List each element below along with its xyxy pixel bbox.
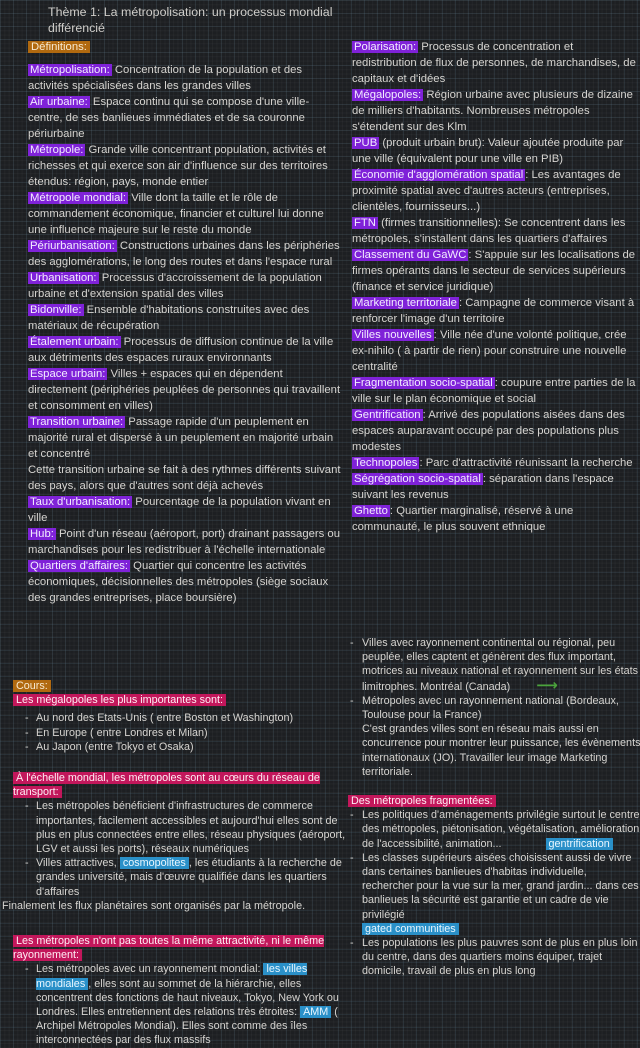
- definition-item: [352, 87, 639, 135]
- definition-text: Cette transition urbaine se fait à des rythmes différents suivant des pays, alors que d'autres sont déjà achevés: [28, 464, 341, 492]
- section-heading: [13, 934, 346, 962]
- definitions-right-column: [352, 39, 639, 535]
- bullet-item: [13, 799, 346, 856]
- text-run: Finalement les flux planétaires sont organisés par la métropole.: [2, 899, 306, 912]
- bullet-dash: -: [25, 857, 29, 870]
- bullet-item: [13, 740, 346, 754]
- text-run: Les classes supérieurs aisées choisissent aussi de vivre dans certaines banlieues d'habitas individuelle, rechercher pour la vue sur la mer, grand jardin... dans ces banlieues la sécurité est garantie et un cadre de vie privilégié: [362, 851, 639, 921]
- bullet-text: [36, 962, 346, 1047]
- definition-text: Pourcentage de la population vivant en ville: [28, 496, 331, 524]
- definition-item: [28, 62, 341, 94]
- definition-text: : S'appuie sur les localisations de firmes opérants dans le secteur de services supérieurs (finance et service juridique): [352, 249, 636, 293]
- highlight-cyan: gentrification: [546, 838, 613, 850]
- section-heading: [348, 794, 640, 808]
- definitions-header-highlight: Définitions:: [28, 41, 90, 53]
- definition-term-highlight: Périurbanisation:: [30, 240, 115, 252]
- definition-term-highlight: Taux d'urbanisation:: [30, 496, 131, 508]
- bullet-item: [348, 851, 640, 936]
- definition-item: [352, 215, 639, 247]
- definition-item: [352, 295, 639, 327]
- orange-heading-highlight: Cours:: [13, 680, 51, 692]
- definition-item: [28, 462, 341, 494]
- definition-term-highlight: Transition urbaine:: [30, 416, 124, 428]
- definition-term-highlight: Gentrification: [354, 409, 421, 421]
- definition-term-highlight: Bidonville:: [30, 304, 82, 316]
- definition-item: [352, 39, 639, 87]
- definition-item: [28, 142, 341, 190]
- definition-term-highlight: Villes nouvelles: [354, 329, 432, 341]
- bullet-item: [348, 808, 640, 851]
- course-left-column: [2, 679, 346, 1048]
- definition-term-highlight: Urbanisation:: [30, 272, 97, 284]
- definition-text: : Campagne de commerce visant à renforcer l'image d'un territoire: [352, 297, 635, 325]
- definition-term-highlight: Classement du GaWC: [354, 249, 467, 261]
- section-heading: [13, 679, 346, 693]
- bullet-dash: -: [350, 694, 354, 707]
- bullet-text: [36, 711, 346, 725]
- definition-text: Processus d'accroissement de la population urbaine et d'extension spatial des villes: [28, 272, 322, 300]
- bullet-dash: -: [25, 712, 29, 725]
- definition-text: : Ville née d'une volonté politique, crée ex-nihilo ( à partir de rien) pour construire une nouvelle centralité: [352, 329, 627, 373]
- definitions-left-column: [28, 62, 341, 606]
- definition-text: Constructions urbaines dans les périphéries des agglomérations, le long des routes et dans l'espace rural: [28, 240, 340, 268]
- definition-term-highlight: Espace urbain:: [30, 368, 106, 380]
- definition-term-highlight: Métropolisation:: [30, 64, 110, 76]
- text-run: Villes avec rayonnement continental ou régional, peu peuplée, elles captent et génèrent des flux important, motrices au niveaux national et rayonnement sur les états limitrophes. Montréal (Canada): [362, 637, 639, 693]
- text-run: En Europe ( entre Londres et Milan): [36, 726, 208, 739]
- definition-text: Processus de concentration et redistribution de flux de personnes, de marchandises, de capitaux et d'idées: [352, 41, 636, 85]
- definition-text: Point d'un réseau (aéroport, port) drainant passagers ou marchandises pour les redistribuer à l'échelle internationale: [28, 528, 340, 556]
- definition-term-highlight: Métropole mondial:: [30, 192, 127, 204]
- definition-term-highlight: Quartiers d'affaires:: [30, 560, 129, 572]
- pink-heading-highlight: Les métropoles n'ont pas toutes la même attractivité, ni le même rayonnement:: [13, 935, 325, 962]
- definition-item: [28, 414, 341, 462]
- definition-text: (firmes transitionnelles): Se concentrent dans les métropoles, s'installent dans les quartiers d'affaires: [352, 217, 626, 245]
- definition-term-highlight: Ségrégation socio-spatial: [354, 473, 481, 485]
- definition-text: Espace continu qui se compose d'une ville-centre, de ses banlieues immédiates et de sa couronne périurbaine: [28, 96, 310, 140]
- definition-text: Ensemble d'habitations construites avec des matériaux de récupération: [28, 304, 310, 332]
- bullet-dash: -: [25, 726, 29, 739]
- definition-item: [28, 302, 341, 334]
- bullet-text: [362, 694, 640, 779]
- definition-text: Concentration de la population et des activités spécialisées dans les grandes villes: [28, 64, 303, 92]
- bullet-text: [36, 740, 346, 754]
- definition-text: Ville dont la taille et le rôle de commandement économique, financier et culturel lui donne une influence majeure sur le reste du monde: [28, 192, 324, 236]
- definition-text: : Les avantages de proximité spatial avec d'autres acteurs (entreprises, clientèles, fournisseurs...): [352, 169, 621, 213]
- definition-item: [28, 190, 341, 238]
- definition-text: : séparation dans l'espace suivant les revenus: [352, 473, 614, 501]
- text-run: Métropoles avec un rayonnement national (Bordeaux, Toulouse pour la France): [362, 694, 619, 722]
- text-run: , elles sont au sommet de la hiérarchie, elles concentrent des fonctions de haut niveaux, Tokyo, New York ou Londres. Elles entretiennent des relations très étroites:: [36, 977, 339, 1019]
- definition-text: Quartier qui concentre les activités économiques, décisionnelles des métropoles (siège sociaux des grandes entreprises, place boursière): [28, 560, 329, 604]
- spacer: [13, 754, 346, 771]
- definition-item: [352, 167, 639, 215]
- definition-text: : Arrivé des populations aisées dans des espaces auparavant occupé par des populations plus modestes: [352, 409, 625, 453]
- definition-text: : Quartier marginalisé, réservé à une communauté, le plus souvent ethnique: [352, 505, 574, 533]
- definition-text: Processus de diffusion continue de la ville aux détriments des espaces ruraux environnants: [28, 336, 334, 364]
- text-run: Les métropoles avec un rayonnement mondial:: [36, 963, 264, 976]
- text-run: Les populations les plus pauvres sont de plus en plus loin du centre, dans des quartiers moins équiper, trajet domicile, travail de plus en plus long: [362, 937, 638, 978]
- definition-text: Villes + espaces qui en dépendent directement (périphéries peuplées de personnes qui travaillent et consomment en villes): [28, 368, 341, 412]
- definition-item: [352, 247, 639, 295]
- definition-text: Grande ville concentrant population, activités et richesses et qui exerce son air d'influence sur des territoires étendus: région, pays, monde entier: [28, 144, 328, 188]
- bullet-dash: -: [350, 809, 354, 822]
- definition-text: : coupure entre parties de la ville sur le plan économique et social: [352, 377, 636, 405]
- definition-item: [352, 327, 639, 375]
- bullet-item: [13, 962, 346, 1047]
- section-heading: [13, 771, 346, 799]
- definition-item: [352, 503, 639, 535]
- text-run: C'est grandes villes sont en réseau mais aussi en concurrence pour montrer leur puissance, les évènements internationaux (JO). Travailler leur image Marketing territoriale.: [362, 723, 640, 778]
- text-run: Au Japon (entre Tokyo et Osaka): [36, 740, 194, 753]
- definition-term-highlight: FTN: [354, 217, 376, 229]
- bullet-item: [13, 711, 346, 725]
- bullet-text: [36, 799, 346, 856]
- highlight-cyan: cosmopolites: [120, 857, 189, 869]
- definition-term-highlight: Marketing territoriale: [354, 297, 457, 309]
- definition-text: Région urbaine avec plusieurs de dizaine de milliers d'habitants. Nombreuses métropoles s'étendent sur des Klm: [352, 89, 633, 133]
- definition-term-highlight: Étalement urbain:: [30, 336, 119, 348]
- text-run: Les politiques d'aménagements privilégie surtout le centre des métropoles, piétonisation, végétalisation, amélioration de l'accessibilité, animation...: [362, 809, 640, 850]
- text-run: Les métropoles bénéficient d'infrastructures de commerce importantes, facilement accessibles et aujourd'hui elles sont de plus en plus connectées entre elles, réseau physiques (aéroport, LGV et aussi les ports), réseaux numériques: [36, 800, 346, 856]
- definition-item: [28, 94, 341, 142]
- definition-term-highlight: Hub:: [30, 528, 54, 540]
- bullet-dash: -: [25, 800, 29, 813]
- definition-item: [352, 135, 639, 167]
- definition-item: [28, 270, 341, 302]
- bullet-item: [348, 636, 640, 694]
- text-run: ( Archipel Métropoles Mondial). Elles sont comme des îles interconnectées par des flux massifs: [36, 1006, 338, 1047]
- course-right-column: [348, 636, 640, 979]
- definition-term-highlight: Économie d'agglomération spatial: [354, 169, 524, 181]
- bullet-dash: -: [25, 740, 29, 753]
- definition-item: [352, 407, 639, 455]
- section-heading: [13, 693, 346, 707]
- bullet-dash: -: [25, 963, 29, 976]
- definition-term-highlight: PUB: [354, 137, 378, 149]
- definition-item: [28, 526, 341, 558]
- text-run: Villes attractives,: [36, 857, 120, 870]
- page-title: Thème 1: La métropolisation: un processus mondial différencié: [48, 5, 333, 36]
- definition-term-highlight: Polarisation:: [354, 41, 417, 53]
- definition-item: [352, 375, 639, 407]
- bullet-text: [36, 726, 346, 740]
- definition-term-highlight: Technopoles: [354, 457, 418, 469]
- highlight-cyan: les villes mondiales: [36, 963, 308, 990]
- pink-heading-highlight: Des métropoles fragmentées:: [348, 795, 496, 807]
- definition-item: [28, 366, 341, 414]
- pink-heading-highlight: Les mégalopoles les plus importantes sont:: [13, 694, 226, 706]
- bullet-dash: -: [350, 637, 354, 649]
- bullet-item: [348, 694, 640, 779]
- bullet-dash: -: [350, 937, 354, 950]
- definition-term-highlight: Fragmentation socio-spatial: [354, 377, 493, 389]
- bullet-item: [13, 726, 346, 740]
- definition-item: [28, 334, 341, 366]
- pink-heading-highlight: À l'échelle mondial, les métropoles sont au cœurs du réseau de transport:: [13, 772, 320, 799]
- spacer: [348, 779, 640, 794]
- highlight-cyan: gated communities: [362, 923, 459, 935]
- definition-item: [28, 238, 341, 270]
- definition-term-highlight: Air urbaine:: [30, 96, 88, 108]
- definition-term-highlight: Ghetto: [354, 505, 388, 517]
- definition-term-highlight: Mégalopoles:: [354, 89, 422, 101]
- definitions-header: [28, 39, 90, 55]
- bullet-text: [362, 851, 640, 936]
- bullet-text: [362, 636, 640, 694]
- definition-item: [28, 558, 341, 606]
- definition-item: [352, 471, 639, 503]
- definition-text: : Parc d'attractivité réunissant la recherche: [419, 457, 633, 469]
- bullet-text: [36, 856, 346, 899]
- spacer: [13, 913, 346, 934]
- definition-term-highlight: Métropole:: [30, 144, 84, 156]
- text-run: Au nord des Etats-Unis ( entre Boston et Washington): [36, 712, 294, 725]
- bullet-item: [13, 856, 346, 899]
- highlight-cyan: AMM: [300, 1006, 331, 1018]
- definition-item: [352, 455, 639, 471]
- bullet-text: [362, 936, 640, 979]
- definition-item: [28, 494, 341, 526]
- bullet-item: [348, 936, 640, 979]
- bullet-text: [362, 808, 640, 851]
- bullet-dash: -: [350, 851, 354, 864]
- green-arrow-icon: ⟶: [536, 676, 557, 694]
- text-outdent: [2, 899, 346, 913]
- definition-text: Passage rapide d'un peuplement en majorité rural et dispersé à un peuplement en majorité urbain et concentré: [28, 416, 334, 460]
- text-run: , les étudiants à la recherche de grandes université, mais d'œuvre qualifiée dans les quartiers d'affaires: [36, 857, 342, 898]
- definition-text: (produit urbain brut): Valeur ajoutée produite par une ville (équivalent pour une ville en PIB): [352, 137, 624, 165]
